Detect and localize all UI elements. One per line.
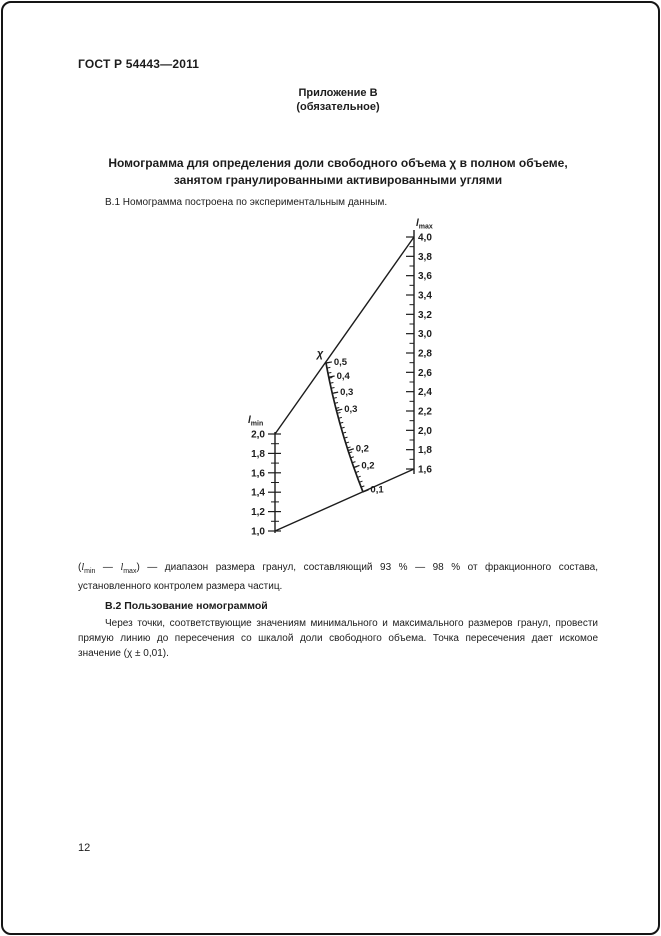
chi-tick-label: 0,2 <box>361 460 375 472</box>
nomogram-figure <box>230 210 470 550</box>
caption-text: ) — диапазон размера гранул, составляющий 93 % — 98 % от фракционного состава, установленного контролем размера частиц. <box>78 562 598 592</box>
lmin-scale-name: $l_{min}$ <box>248 415 264 428</box>
nomogram-title-line2: занятом гранулированными активированными углями <box>173 173 503 187</box>
chi-labeled-tick <box>348 449 354 451</box>
page-number: 12 <box>78 842 91 854</box>
lmax-tick-label: 3,8 <box>418 251 432 263</box>
chi-tick-label: 0,5 <box>333 357 348 369</box>
caption-lmin-symbol: l <box>81 562 85 573</box>
lmax-tick-label: 2,4 <box>418 387 432 399</box>
nomogram-title <box>78 155 598 189</box>
lmin-tick-label: 1,2 <box>251 507 265 519</box>
chi-scale-name: χ <box>316 348 324 360</box>
chi-tick-label: 0,4 <box>336 371 350 383</box>
section-b2-heading: В.2 Пользование номограммой <box>105 600 268 612</box>
chi-tick-label: 0,2 <box>355 443 369 455</box>
chi-tick-label: 0,3 <box>344 404 358 416</box>
chi-labeled-tick <box>336 409 342 410</box>
caption-dash: — <box>95 562 121 573</box>
lmin-tick-label: 1,8 <box>251 448 265 460</box>
lmin-tick-label: 2,0 <box>251 429 265 441</box>
chi-tick-label: 0,3 <box>340 387 354 399</box>
lmax-tick-label: 2,2 <box>418 406 432 418</box>
lmax-tick-label: 2,0 <box>418 425 432 437</box>
figure-caption <box>78 561 598 594</box>
chi-minor-tick <box>327 367 330 368</box>
appendix-obligation-note: (обязательное) <box>296 101 380 113</box>
caption-lmax-symbol: l <box>120 562 124 573</box>
lmax-tick-label: 3,4 <box>418 290 432 302</box>
standard-number: ГОСТ Р 54443—2011 <box>78 57 200 71</box>
lmax-tick-label: 1,6 <box>418 464 432 476</box>
appendix-label: Приложение В <box>298 87 378 99</box>
lmax-tick-label: 2,8 <box>418 348 432 360</box>
section-b2-paragraph: Через точки, соответствующие значениям минимального и максимального размеров гранул, провести прямую линию до пересечения со шкалой доли свободного объема. Точка пересечения дает искомое значение (χ ± 0,01). <box>78 618 598 659</box>
lmin-tick-label: 1,6 <box>251 468 265 480</box>
chi-labeled-tick <box>326 362 332 363</box>
caption-lmin-subscript: min <box>84 568 96 575</box>
caption-lmax-subscript: max <box>123 568 137 575</box>
chi-tick-label: 0,1 <box>370 484 384 496</box>
lmin-tick-label: 1,4 <box>251 487 265 499</box>
lmax-tick-label: 3,6 <box>418 271 432 283</box>
lmax-tick-label: 4,0 <box>418 232 432 244</box>
lmax-scale-name: $l_{max}$ <box>416 218 433 231</box>
lmax-tick-label: 3,2 <box>418 309 432 321</box>
bottom-connector-line <box>275 469 414 531</box>
caption-open-paren: ( <box>78 562 82 573</box>
nomogram-title-line1: Номограмма для определения доли свободного объема χ в полном объеме, <box>108 156 568 170</box>
chi-labeled-tick <box>332 392 338 393</box>
lmin-tick-label: 1,0 <box>251 526 265 538</box>
lmax-tick-label: 1,8 <box>418 445 432 457</box>
lmax-tick-label: 3,0 <box>418 329 432 341</box>
section-b1-text: В.1 Номограмма построена по экспериментальным данным. <box>105 197 388 208</box>
chi-labeled-tick <box>329 376 335 377</box>
chi-minor-tick <box>328 372 331 373</box>
lmax-tick-label: 2,6 <box>418 367 432 379</box>
